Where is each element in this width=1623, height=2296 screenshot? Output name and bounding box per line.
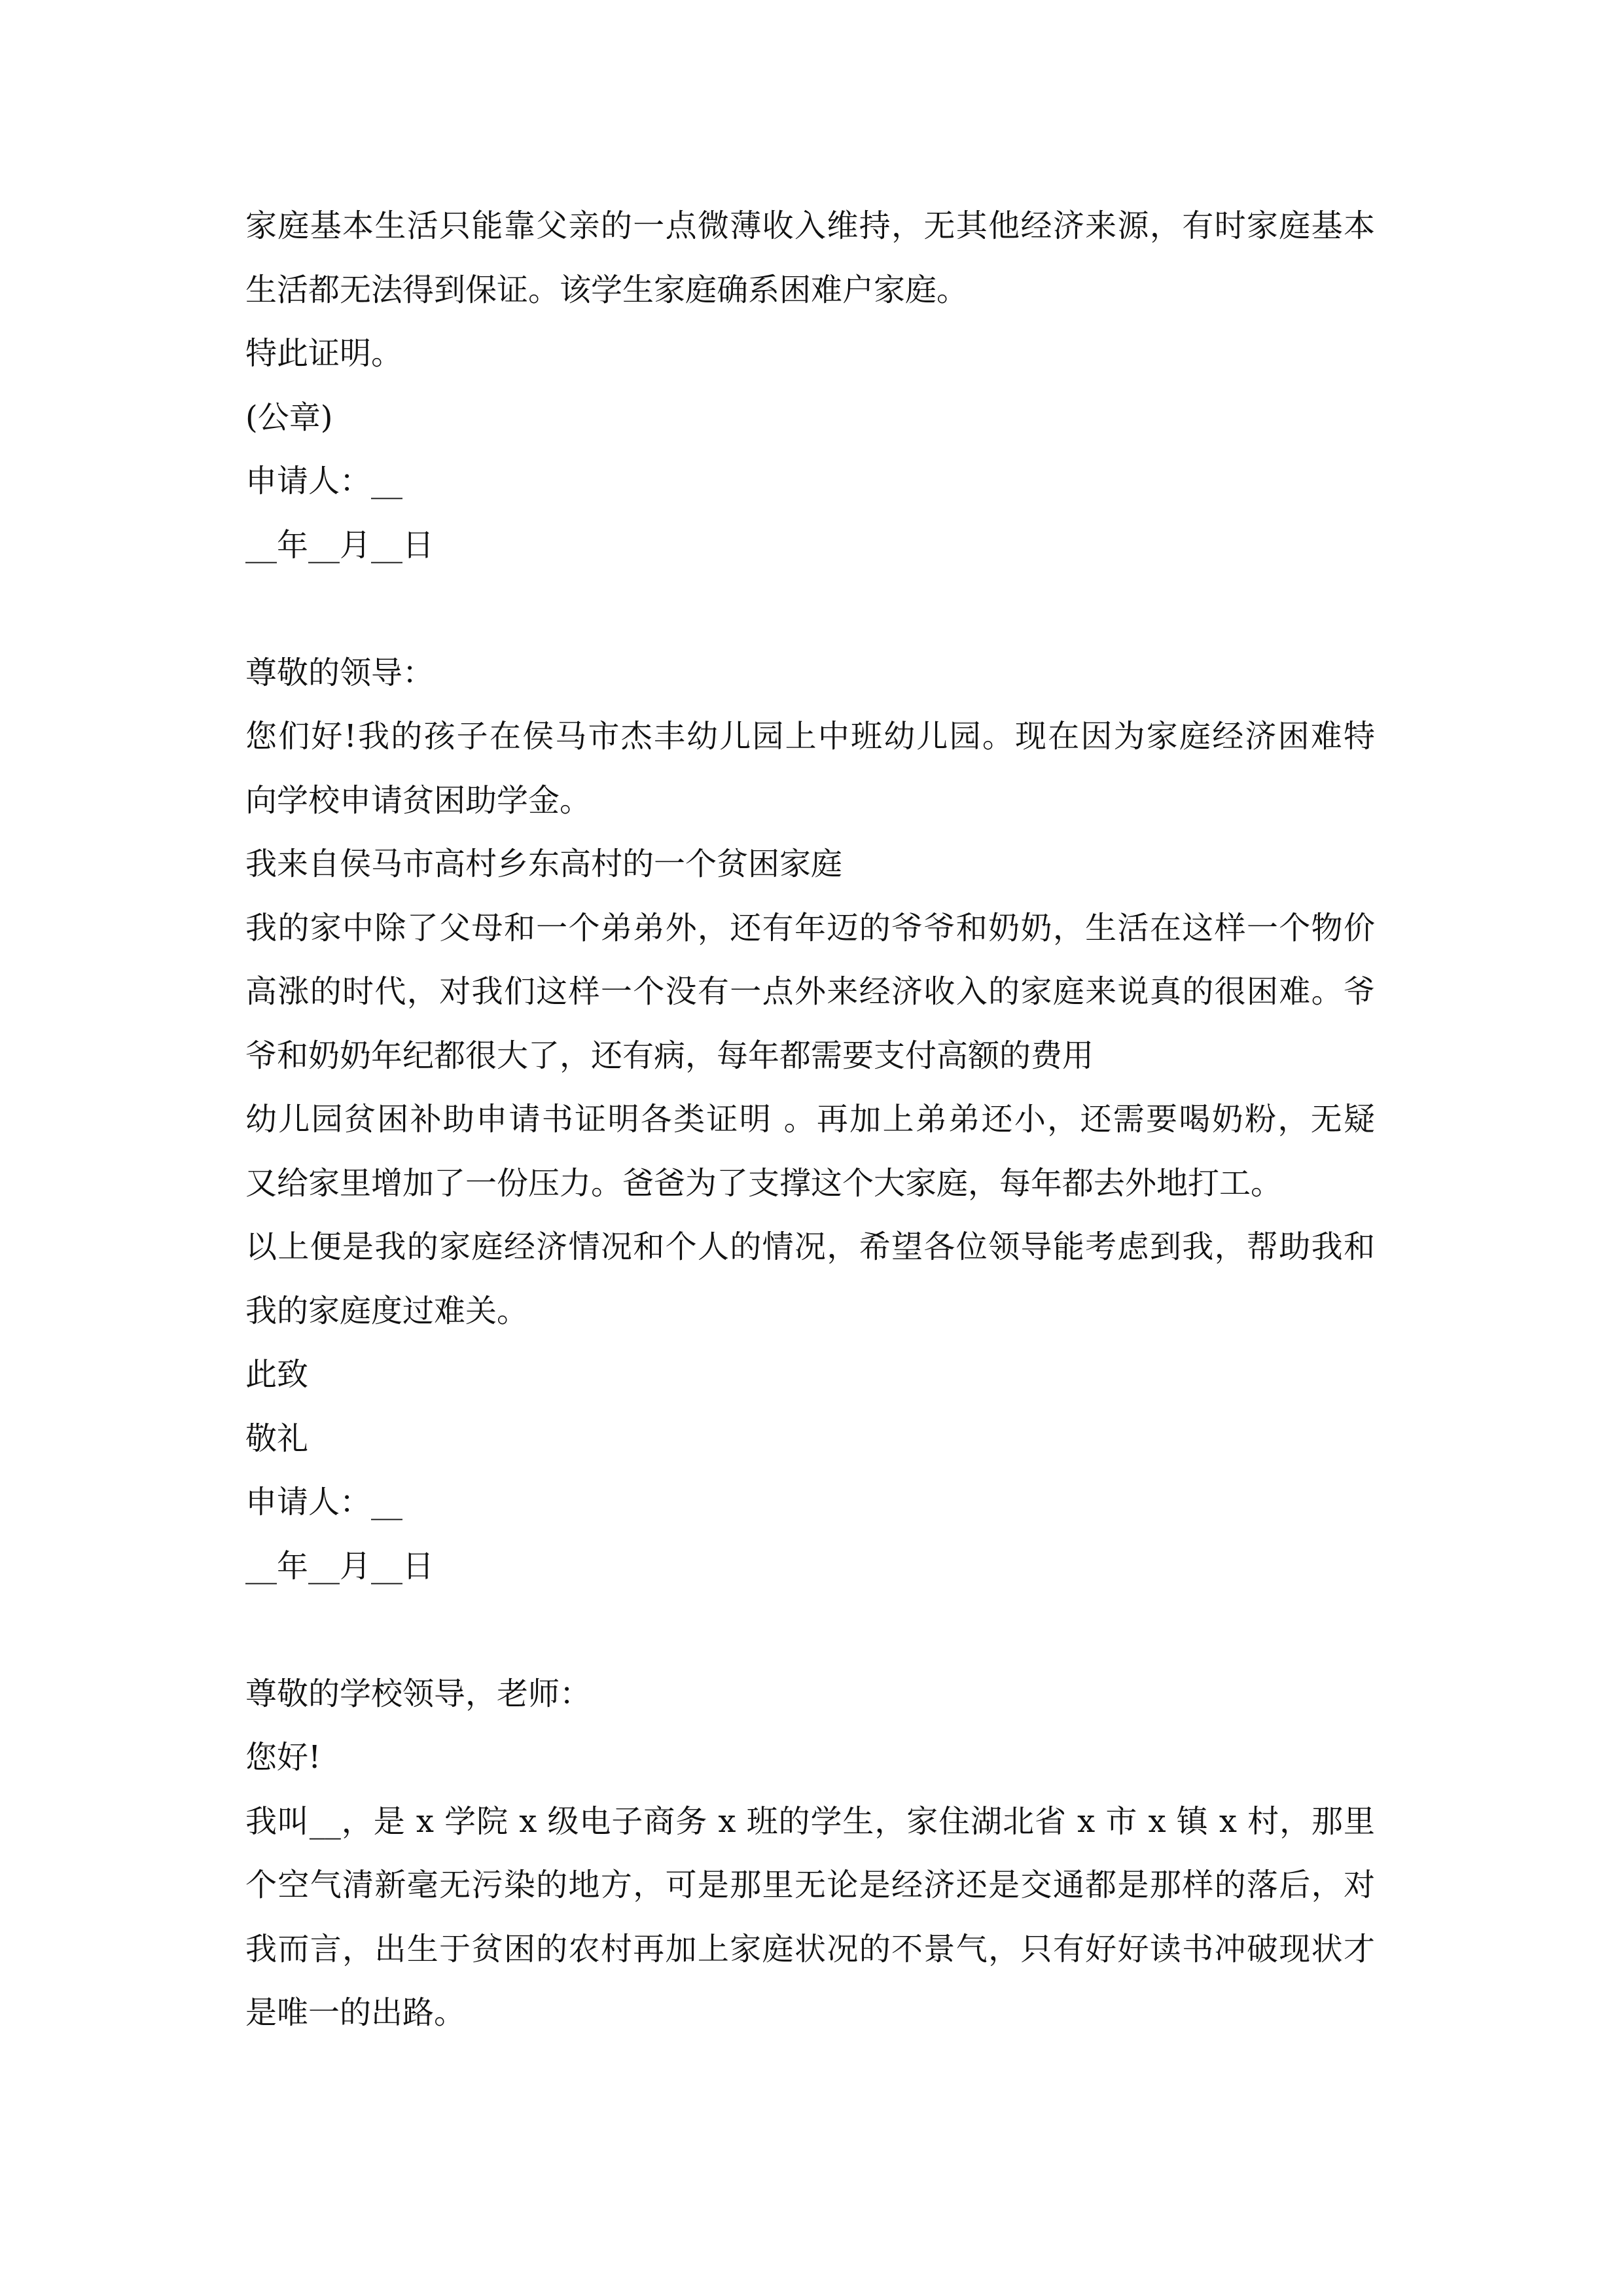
paragraph-line: 我的家中除了父母和一个弟弟外，还有年迈的爷爷和奶奶，生活在这样一个物价 (245, 909, 1375, 946)
official-seal-label: (公章) (245, 399, 333, 436)
paragraph-line: 家庭基本生活只能靠父亲的一点微薄收入维持，无其他经济来源，有时家庭基本 (245, 207, 1375, 244)
paragraph-line: 我来自侯马市高村乡东高村的一个贫困家庭 (245, 846, 843, 882)
paragraph-line: 生活都无法得到保证。该学生家庭确系困难户家庭。 (245, 271, 969, 308)
paragraph-line: 您们好!我的孩子在侯马市杰丰幼儿园上中班幼儿园。现在因为家庭经济困难特 (245, 718, 1375, 755)
paragraph-line: 我而言，出生于贫困的农村再加上家庭状况的不景气，只有好好读书冲破现状才 (245, 1930, 1375, 1967)
certificate-section (245, 194, 1375, 577)
applicant-signature-line: 申请人：__ (245, 463, 403, 499)
applicant-signature-line: 申请人：__ (245, 1484, 403, 1520)
document-page (245, 194, 1375, 2045)
date-line: __年__月__日 (245, 1547, 435, 1585)
closing-phrase: 此致 (245, 1356, 309, 1393)
paragraph-line: 又给家里增加了一份压力。爸爸为了支撑这个大家庭，每年都去外地打工。 (245, 1164, 1283, 1202)
paragraph-line: 高涨的时代，对我们这样一个没有一点外来经济收入的家庭来说真的很困难。爷 (245, 973, 1375, 1010)
paragraph-line: 我的家庭度过难关。 (245, 1292, 529, 1329)
closing-salute: 敬礼 (245, 1420, 309, 1457)
paragraph-line: 我叫__，是 x 学院 x 级电子商务 x 班的学生，家住湖北省 x 市 x 镇 x 村，那里 (245, 1803, 1375, 1840)
closing-statement: 特此证明。 (245, 335, 403, 372)
paragraph-line: 幼儿园贫困补助申请书证明各类证明 。再加上弟弟还小，还需要喝奶粉，无疑 (245, 1101, 1375, 1138)
paragraph-line: 个空气清新毫无污染的地方，可是那里无论是经济还是交通都是那样的落后，对 (245, 1867, 1375, 1903)
letter-section-2 (245, 1662, 1375, 2045)
paragraph-line: 是唯一的出路。 (245, 1994, 466, 2031)
paragraph-line: 向学校申请贫困助学金。 (245, 781, 592, 819)
paragraph-line: 爷和奶奶年纪都很大了，还有病，每年都需要支付高额的费用 (245, 1037, 1094, 1074)
salutation: 尊敬的学校领导，老师： (245, 1675, 592, 1712)
paragraph-line: 以上便是我的家庭经济情况和个人的情况，希望各位领导能考虑到我，帮助我和 (245, 1229, 1375, 1265)
greeting: 您好! (245, 1739, 321, 1776)
salutation: 尊敬的领导： (245, 654, 435, 691)
section-spacer (245, 1598, 1375, 1662)
letter-section-1 (245, 641, 1375, 1599)
date-line: __年__月__日 (245, 526, 435, 564)
section-spacer (245, 577, 1375, 641)
